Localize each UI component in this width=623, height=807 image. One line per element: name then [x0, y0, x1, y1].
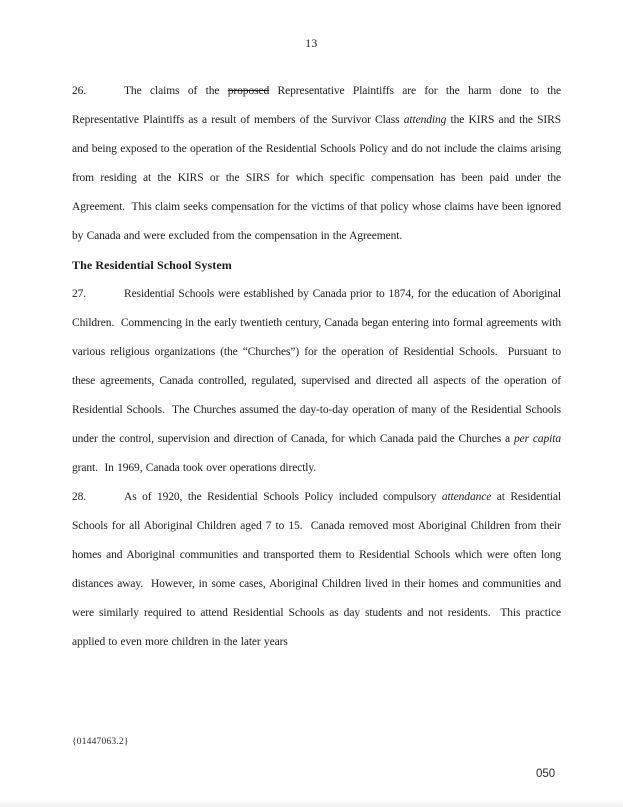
- paragraph-number: 26.: [72, 85, 87, 97]
- paragraph-26: [72, 77, 565, 251]
- document-body: [72, 77, 565, 657]
- text-run: grant. In 1969, Canada took over operations directly.: [72, 433, 565, 474]
- paragraph-28: [72, 483, 565, 657]
- bates-number: 050: [536, 768, 556, 780]
- paragraph-number: 27.: [72, 288, 87, 300]
- scan-edge-artifact: [0, 800, 623, 807]
- paragraph-27: [72, 280, 565, 483]
- page-number: 13: [305, 38, 318, 50]
- text-run: Residential Schools were established by Canada prior to 1874, for the education of Aboriginal Children. Commencing in the early twentieth century, Canada began entering into formal agreements with various religious organizations (the “Churches”) for the operation of Residential Schools. Pursuant to these agreements, Canada controlled, regulated, supervised and directed all aspects of the operation of Residential Schools. The Churches assumed the day-to-day operation of many of the Residential Schools under the control, supervision and direction of Canada, for which Canada paid the Churches a: [72, 288, 565, 445]
- text-run-strike: proposed: [227, 85, 270, 97]
- paragraph-number: 28.: [72, 491, 87, 503]
- text-run-italic: attending: [403, 114, 447, 126]
- section-heading: The Residential School System: [72, 258, 232, 272]
- text-run: at Residential Schools for all Aboriginal Children aged 7 to 15. Canada removed most Aboriginal Children from their homes and Aboriginal communities and transported them to Residential Schools which were often long distances away. However, in some cases, Aboriginal Children lived in their homes and communities and were similarly required to attend Residential Schools as day students and not residents. This practice applied to even more children in the later years: [72, 491, 565, 648]
- text-run: Representative Plaintiffs are for the harm done to the Representative Plaintiffs as a result of members of the Survivor Class: [72, 85, 565, 126]
- document-id-footer: {01447063.2}: [72, 737, 129, 747]
- text-run: the KIRS and the SIRS and being exposed to the operation of the Residential Schools Policy and do not include the claims arising from residing at the KIRS or the SIRS for which specific compensation has been paid under the Agreement. This claim seeks compensation for the victims of that policy whose claims have been ignored by Canada and were excluded from the compensation in the Agreement.: [72, 114, 565, 242]
- text-run: The claims of the: [124, 85, 228, 97]
- text-run-italic: per capita: [513, 433, 561, 445]
- text-run: As of 1920, the Residential Schools Policy included compulsory: [124, 491, 442, 503]
- text-run-italic: attendance: [441, 491, 492, 503]
